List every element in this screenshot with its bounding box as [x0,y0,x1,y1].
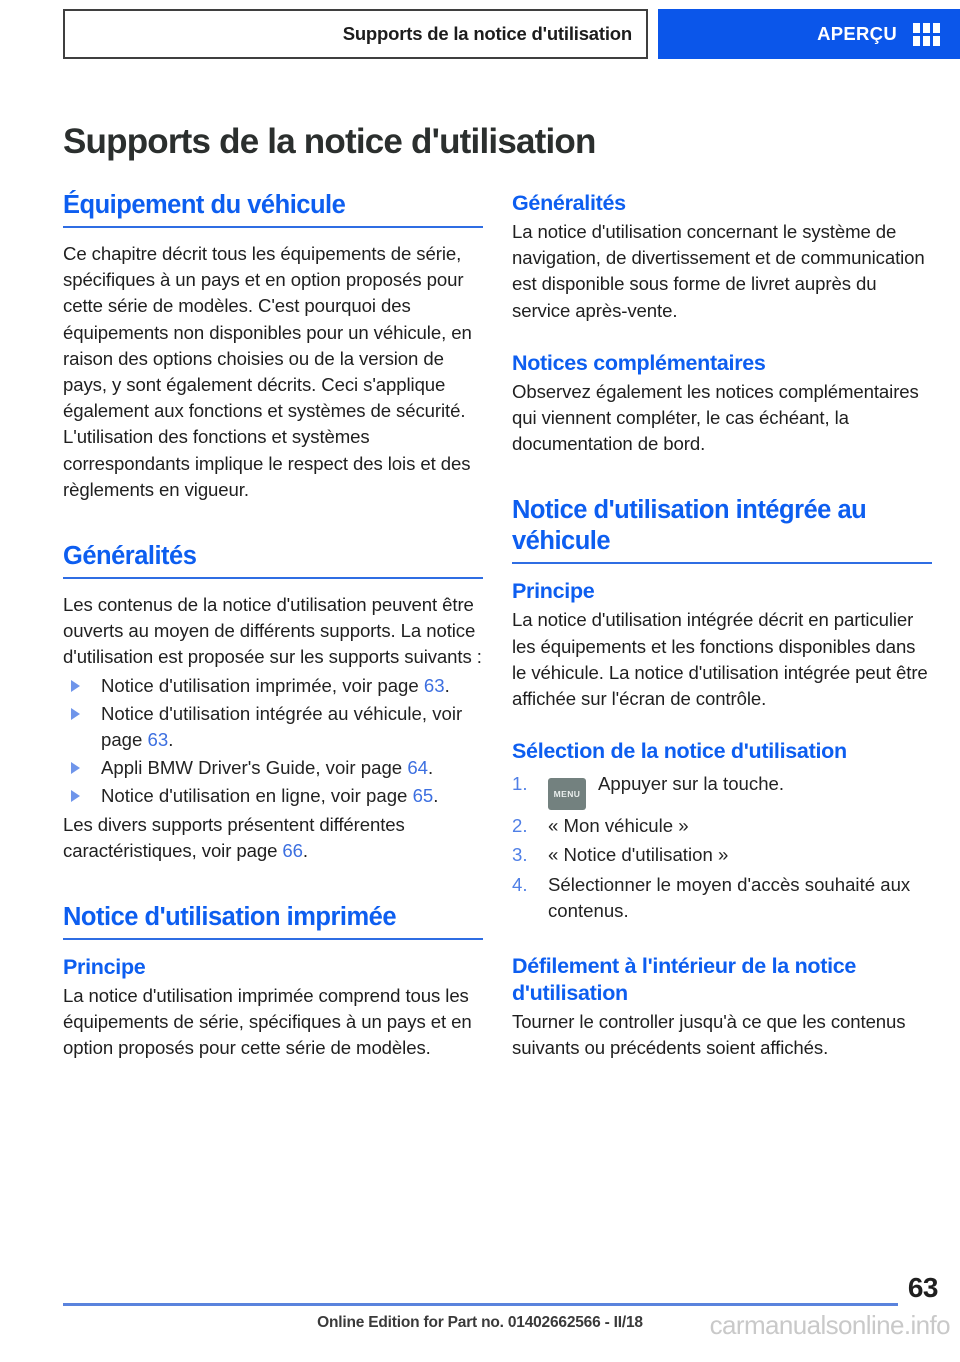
supports-bullet-list [63,673,483,810]
paragraph-principe-right: La notice d'utilisation intégrée décrit en particulier les équipements et les fonctions disponibles dans le véhicule. La notice d'utilisation intégrée peut être affichée sur l'écran de contrôle. [512,609,928,710]
selection-steps-list [512,771,932,924]
subheading-principe-right: Principe [512,579,595,604]
footer-divider [63,1303,898,1306]
menu-key-icon[interactable]: MENU [548,778,586,810]
page-ref: 63 [423,674,445,696]
triangle-bullet-icon [71,790,80,802]
triangle-bullet-icon [71,762,80,774]
subheading-notices-complementaires: Notices complémentaires [512,350,766,375]
step-text: « Mon véhicule » [548,815,689,837]
header-chapter-tab [63,9,648,59]
page-ref: 66 [282,839,303,861]
heading-notice-imprimee: Notice d'utilisation imprimée [63,902,483,940]
heading-generalites-left: Généralités [63,541,483,579]
subheading-generalites-right: Généralités [512,191,626,215]
list-item [512,872,932,924]
list-item: Appli BMW Driver's Guide, voir page 64. [63,755,483,781]
page-footer [0,1272,960,1362]
paragraph-generalites-right: La notice d'utilisation concernant le système de navigation, de divertissement et de communication est disponible sous forme de livret auprès du service après-vente. [512,221,925,321]
running-header [0,0,960,72]
page-number: 63 [907,1272,938,1303]
heading-notice-integree: Notice d'utilisation intégrée au véhicule [512,495,932,564]
paragraph-generalites-left: Les contenus de la notice d'utilisation peuvent être ouverts au moyen de différents supports. La notice d'utilisation est proposée sur les supports suivants : [63,594,482,668]
heading-equipement-du-vehicule: Équipement du véhicule [63,190,483,228]
page-ref: 64 [407,757,429,779]
page-ref: 63 [147,729,169,751]
header-section-banner [658,9,960,59]
list-item [512,771,932,810]
paragraph-equipement-du-vehicule: Ce chapitre décrit tous les équipements de série, spécifiques à un pays et en option proposés pour cette série de modèles. C'est pourquoi des équipements non disponibles pour un véhicule, en raison des options choisies ou de la version de pays, y sont également décrits. Ceci s'applique également aux fonctions et systèmes de sécurité. L'utilisation des fonctions et systèmes correspondants implique le respect des lois et des règlements en vigueur. [63,243,472,500]
paragraph-supports-closing: Les divers supports présentent différentes caractéristiques, voir page 66. [63,813,405,861]
triangle-bullet-icon [71,708,80,720]
subheading-selection-notice: Sélection de la notice d'utilisation [512,739,847,764]
step-text: Appuyer sur la touche. [598,773,785,795]
list-item: Notice d'utilisation imprimée, voir page 63. [63,673,483,699]
watermark: carmanualsonline.info [709,1310,950,1340]
list-item [512,813,932,839]
paragraph-defilement: Tourner le controller jusqu'à ce que les contenus suivants ou précédents soient affichés. [512,1011,906,1059]
header-chapter-label: Supports de la notice d'utilisation [342,23,632,44]
paragraph-notices-complementaires: Observez également les notices complémentaires qui viennent compléter, le cas échéant, la documentation de bord. [512,380,919,455]
page-ref: 65 [412,785,434,807]
list-item: Notice d'utilisation en ligne, voir page 65. [63,783,483,809]
subheading-principe-left: Principe [63,955,146,980]
left-column [63,190,483,1062]
grid-icon [913,23,940,46]
step-text: « Notice d'utilisation » [548,844,729,866]
header-section-label: APERÇU [817,23,897,44]
edition-note: Online Edition for Part no. 01402662566 - II/18 [317,1314,643,1331]
step-text: Sélectionner le moyen d'accès souhaité aux contenus. [548,873,911,921]
list-item: Notice d'utilisation intégrée au véhicule, voir page 63. [63,701,483,753]
triangle-bullet-icon [71,680,80,692]
right-column [512,190,932,1061]
paragraph-principe-left: La notice d'utilisation imprimée comprend tous les équipements de série, spécifiques à un pays et en option proposés pour cette série de modèles. [63,985,472,1059]
list-item [512,842,932,868]
subheading-defilement: Défilement à l'intérieur de la notice d'utilisation [512,954,857,1006]
page-title: Supports de la notice d'utilisation [63,122,596,162]
